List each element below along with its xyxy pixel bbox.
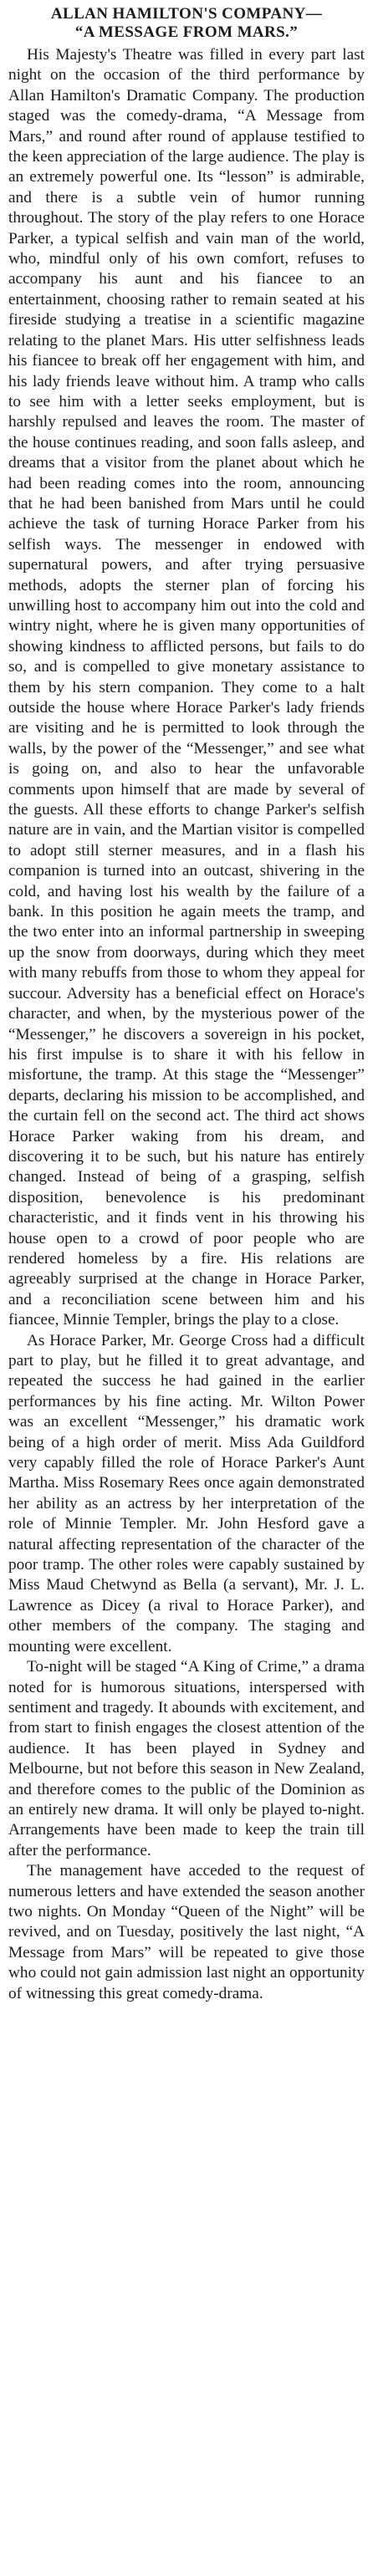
headline-line-1: ALLAN HAMILTON'S COMPANY— <box>50 5 323 23</box>
paragraph-tonight: To-night will be staged “A King of Crime,” a drama noted for is humorous situations, interspersed with sentiment and tragedy. It abounds with excitement, and from start to finish engages the closest attention of the audience. It has been played in Sydney and Melbourne, but not before this season in New Zealand, and therefore comes to the public of the Dominion as an entirely new drama. It will only be played to-night. Arrangements have been made to keep the train till after the performance. <box>8 1658 365 1859</box>
article-body <box>8 45 365 2004</box>
headline <box>8 5 365 42</box>
headline-line-2: “A MESSAGE FROM MARS.” <box>74 23 299 41</box>
paragraph-cast: As Horace Parker, Mr. George Cross had a difficult part to play, but he filled it to great advantage, and repeated the success he had gained in the earlier performances by his fine acting. Mr. Wilton Power was an excellent “Messenger,” his dramatic work being of a high order of merit. Miss Ada Guildford very capably filled the role of Horace Parker's Aunt Martha. Miss Rosemary Rees once again demonstrated her ability as an actress by her interpretation of the role of Minnie Templer. Mr. John Hesford gave a natural affecting representation of the character of the poor tramp. The other roles were capably sustained by Miss Maud Chetwynd as Bella (a servant), Mr. J. L. Lawrence as Dicey (a rival to Horace Parker), and other members of the company. The staging and mounting were excellent. <box>8 1331 365 1655</box>
paragraph-season-extended: The management have acceded to the request of numerous letters and have extended the season another two nights. On Monday “Queen of the Night” will be revived, and on Tuesday, positively the last night, “A Message from Mars” will be repeated to give those who could not gain admission last night an opportunity of witnessing this great comedy-drama. <box>8 1862 365 2002</box>
paragraph-plot: His Majesty's Theatre was filled in every part last night on the occasion of the third performance by Allan Hamilton's Dramatic Company. The production staged was the comedy-drama, “A Message from Mars,” and round after round of applause testified to the keen appreciation of the large audience. The play is an extremely powerful one. Its “lesson” is admirable, and there is a subtle vein of humor running throughout. The story of the play refers to one Horace Parker, a typical selfish and vain man of the world, who, mindful only of his own comfort, refuses to accompany his aunt and his fiancee to an entertainment, choosing rather to remain seated at his fireside studying a treatise in a scientific magazine relating to the planet Mars. His utter selfishness leads his fiancee to break off her engagement with him, and his lady friends leave without him. A tramp who calls to see him with a letter seeks employment, but is harshly repulsed and leaves the room. The master of the house continues reading, and soon falls asleep, and dreams that a visitor from the planet about which he had been reading comes into the room, announcing that he had been banished from Mars until he could achieve the task of turning Horace Parker from his selfish ways. The messenger in endowed with supernatural powers, and after trying persuasive methods, adopts the sterner plan of forcing his unwilling host to accompany him out into the cold and wintry night, where he is given many opportunities of showing kindness to afflicted persons, but fails to do so, and is compelled to give monetary assistance to them by his stern companion. They come to a halt outside the house where Horace Parker's lady friends are visiting and he is permitted to look through the walls, by the power of the “Messenger,” and see what is going on, and also to hear the unfavorable comments upon himself that are made by several of the guests. All these efforts to change Parker's selfish nature are in vain, and the Martian visitor is compelled to adopt still sterner measures, and in a flash his companion is turned into an outcast, shivering in the cold, and having lost his wealth by the failure of a bank. In this position he again meets the tramp, and the two enter into an informal partnership in sweeping up the snow from doorways, during which they meet with many rebuffs from those to whom they appeal for succour. Adversity has a beneficial effect on Horace's character, and when, by the mysterious power of the “Messenger,” he discovers a sovereign in his pocket, his first impulse is to share it with his fellow in misfortune, the tramp. At this stage the “Messenger” departs, declaring his mission to be accomplished, and the curtain fell on the second act. The third act shows Horace Parker waking from his dream, and discovering it to be such, but his nature has entirely changed. Instead of being of a grasping, selfish disposition, benevolence is his predominant characteristic, and it finds vent in his throwing his house open to a crowd of poor people who are rendered homeless by a fire. His relations are agreeably surprised at the change in Horace Parker, and a reconciliation scene between him and his fiancee, Minnie Templer, brings the play to a close. <box>8 46 365 1329</box>
